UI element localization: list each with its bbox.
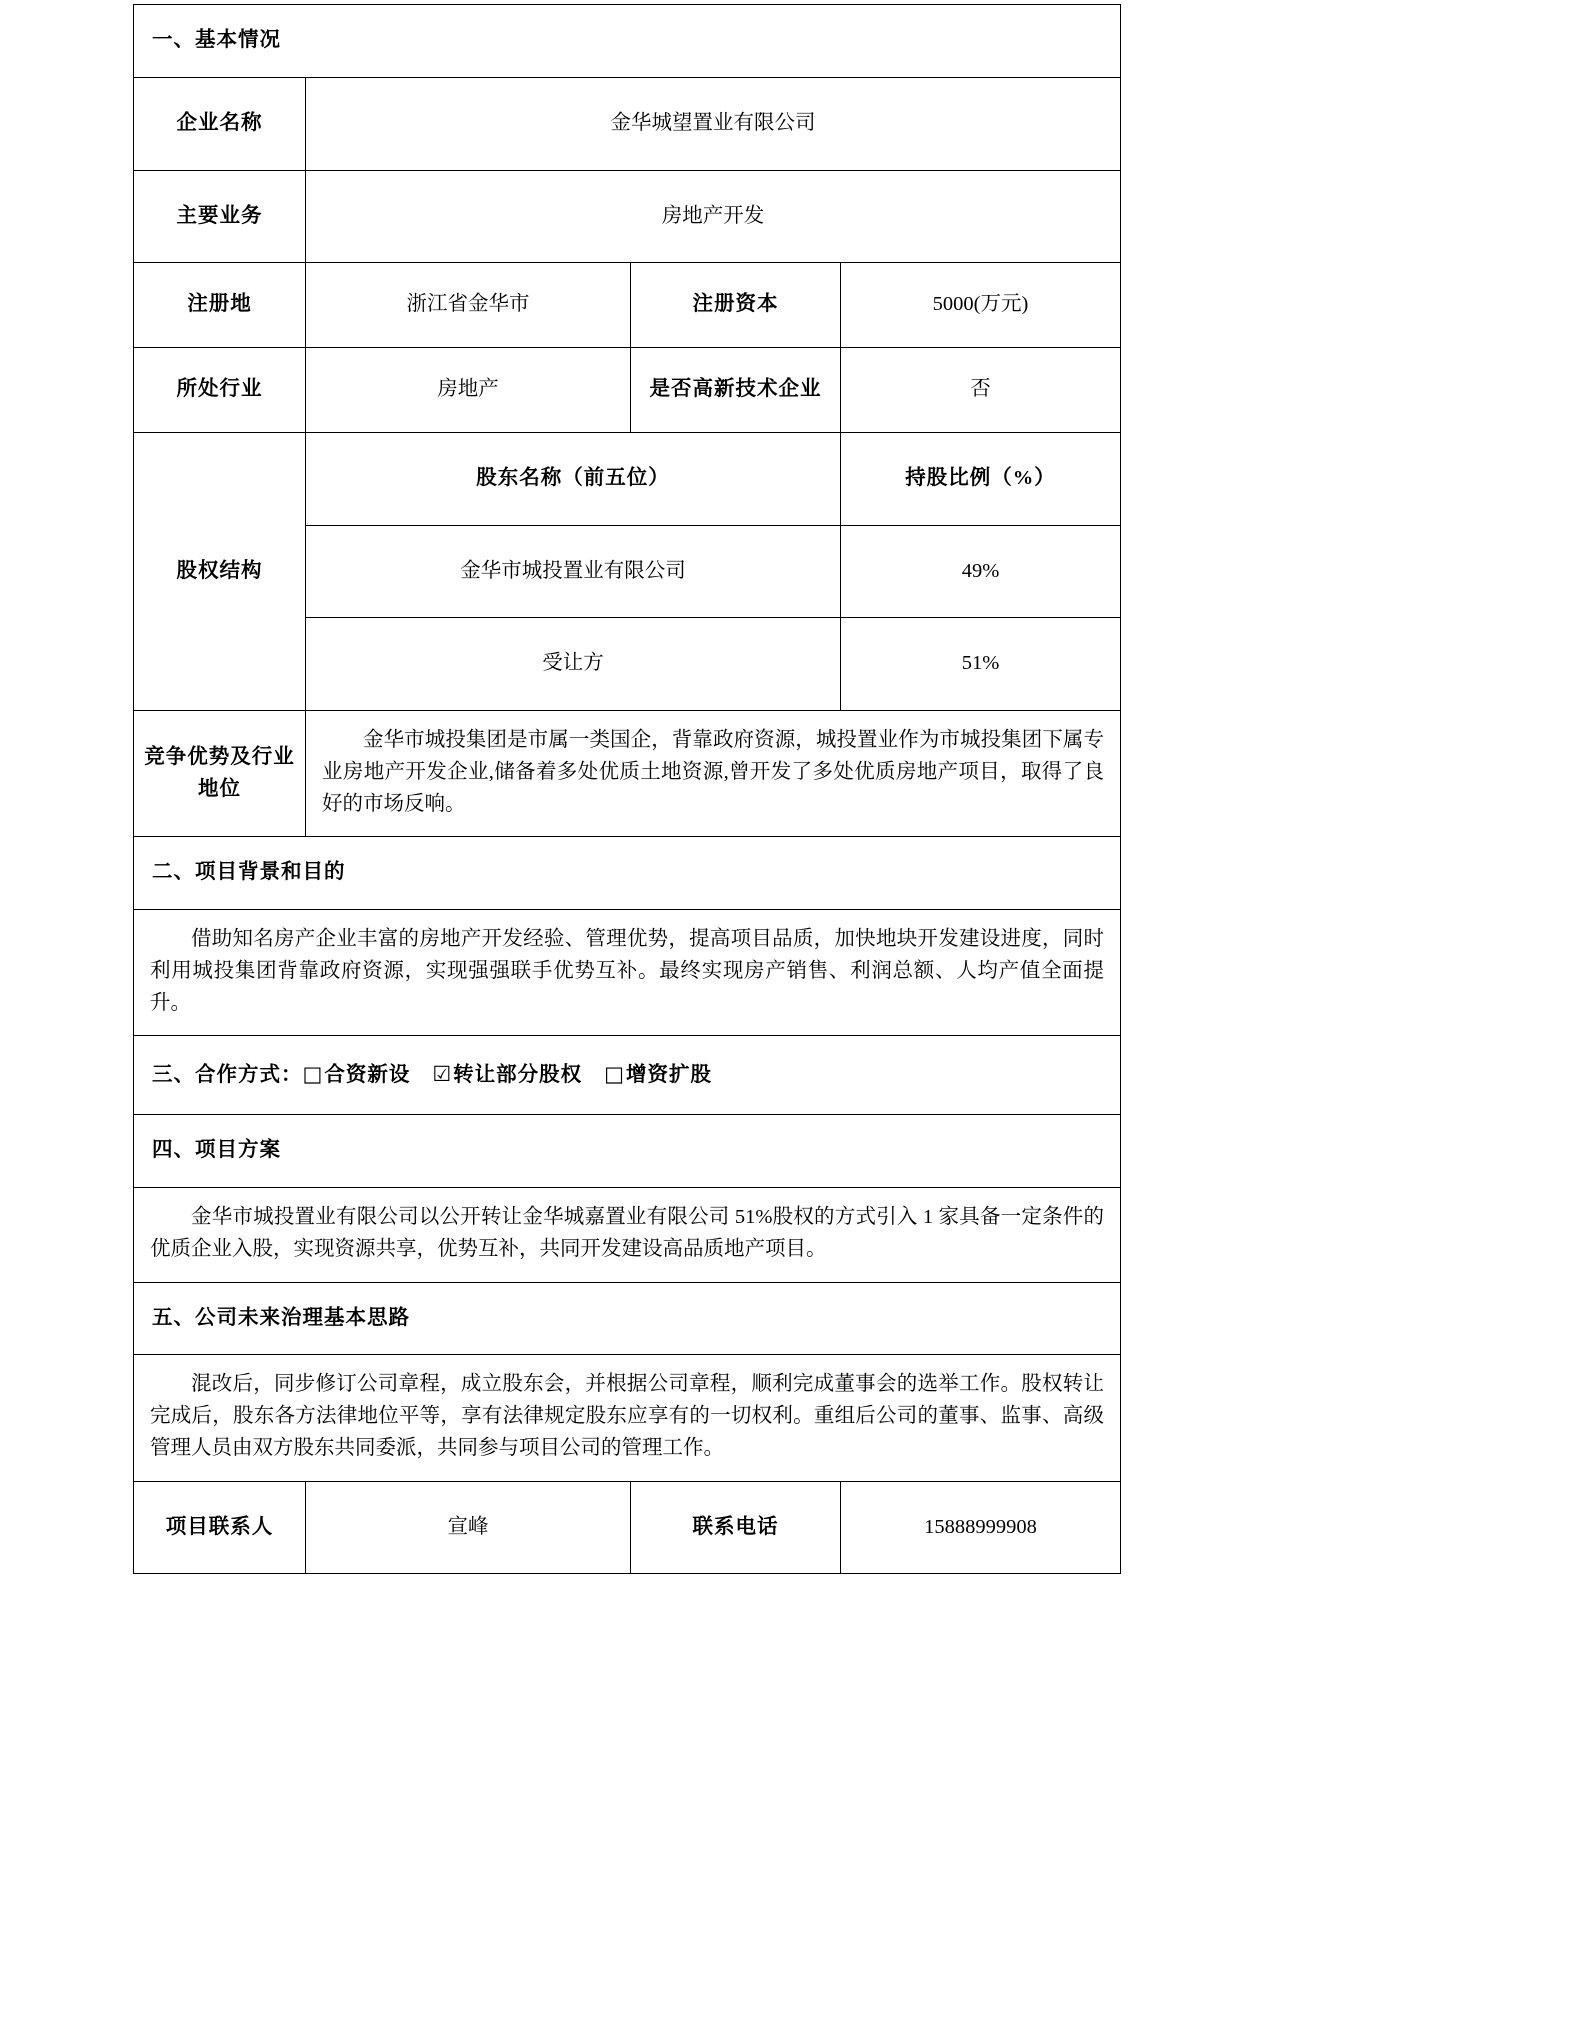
section-two-heading: 二、项目背景和目的 xyxy=(134,837,1121,910)
registered-place-label: 注册地 xyxy=(134,263,306,348)
table-row xyxy=(134,910,1121,1036)
shareholder-name-column-header: 股东名称（前五位） xyxy=(306,432,841,525)
table-row xyxy=(134,1355,1121,1481)
table-row xyxy=(134,77,1121,170)
checkbox-unchecked-icon[interactable]: □ xyxy=(604,1062,626,1087)
registered-capital-value: 5000(万元) xyxy=(841,263,1121,348)
section-one-heading: 一、基本情况 xyxy=(134,5,1121,78)
equity-structure-label: 股权结构 xyxy=(134,432,306,710)
industry-value: 房地产 xyxy=(306,348,631,433)
table-row xyxy=(134,432,1121,525)
shareholder-ratio: 49% xyxy=(841,525,1121,618)
cooperation-option-label: 增资扩股 xyxy=(626,1064,713,1087)
company-name-value: 金华城望置业有限公司 xyxy=(306,77,1121,170)
table-row xyxy=(134,1188,1121,1283)
table-row xyxy=(134,1481,1121,1574)
section-five-heading: 五、公司未来治理基本思路 xyxy=(134,1282,1121,1355)
table-row xyxy=(134,1036,1121,1115)
cooperation-option-joint-venture[interactable] xyxy=(303,1064,411,1086)
competitive-advantage-label: 竞争优势及行业地位 xyxy=(134,711,306,837)
contact-phone-label: 联系电话 xyxy=(631,1481,841,1574)
shareholder-ratio: 51% xyxy=(841,618,1121,711)
cooperation-mode-row xyxy=(134,1036,1121,1115)
project-info-table xyxy=(133,4,1121,1574)
section-four-heading: 四、项目方案 xyxy=(134,1115,1121,1188)
cooperation-option-label: 转让部分股权 xyxy=(453,1064,583,1087)
table-row xyxy=(134,1282,1121,1355)
shareholder-name: 金华市城投置业有限公司 xyxy=(306,525,841,618)
contact-person-value: 宣峰 xyxy=(306,1481,631,1574)
table-row xyxy=(134,1115,1121,1188)
table-row xyxy=(134,711,1121,837)
table-row xyxy=(134,5,1121,78)
table-row xyxy=(134,348,1121,433)
section-four-text: 金华市城投置业有限公司以公开转让金华城嘉置业有限公司 51%股权的方式引入 1 家具备一定条件的优质企业入股，实现资源共享，优势互补，共同开发建设高品质地产项目。 xyxy=(134,1188,1121,1283)
section-two-text: 借助知名房产企业丰富的房地产开发经验、管理优势，提高项目品质，加快地块开发建设进度，同时利用城投集团背靠政府资源，实现强强联手优势互补。最终实现房产销售、利润总额、人均产值全面提升。 xyxy=(134,910,1121,1036)
company-name-label: 企业名称 xyxy=(134,77,306,170)
contact-phone-value: 15888999908 xyxy=(841,1481,1121,1574)
hightech-value: 否 xyxy=(841,348,1121,433)
hightech-label: 是否高新技术企业 xyxy=(631,348,841,433)
shareholding-ratio-column-header: 持股比例（%） xyxy=(841,432,1121,525)
table-row xyxy=(134,170,1121,263)
checkbox-checked-icon[interactable]: ☑ xyxy=(432,1062,453,1087)
cooperation-option-label: 合资新设 xyxy=(324,1064,411,1087)
table-row xyxy=(134,263,1121,348)
cooperation-option-capital-increase[interactable] xyxy=(604,1064,712,1086)
table-row xyxy=(134,837,1121,910)
section-three-heading-prefix: 三、合作方式： xyxy=(152,1064,303,1087)
section-five-text: 混改后，同步修订公司章程，成立股东会，并根据公司章程，顺利完成董事会的选举工作。股权转让完成后，股东各方法律地位平等，享有法律规定股东应享有的一切权利。重组后公司的董事、监事、高级管理人员由双方股东共同委派，共同参与项目公司的管理工作。 xyxy=(134,1355,1121,1481)
main-business-label: 主要业务 xyxy=(134,170,306,263)
shareholder-name: 受让方 xyxy=(306,618,841,711)
competitive-advantage-text: 金华市城投集团是市属一类国企，背靠政府资源，城投置业作为市城投集团下属专业房地产开发企业,储备着多处优质土地资源,曾开发了多处优质房地产项目，取得了良好的市场反响。 xyxy=(306,711,1121,837)
registered-capital-label: 注册资本 xyxy=(631,263,841,348)
registered-place-value: 浙江省金华市 xyxy=(306,263,631,348)
main-business-value: 房地产开发 xyxy=(306,170,1121,263)
cooperation-option-transfer-equity[interactable] xyxy=(432,1064,582,1086)
checkbox-unchecked-icon[interactable]: □ xyxy=(302,1062,324,1087)
industry-label: 所处行业 xyxy=(134,348,306,433)
contact-person-label: 项目联系人 xyxy=(134,1481,306,1574)
